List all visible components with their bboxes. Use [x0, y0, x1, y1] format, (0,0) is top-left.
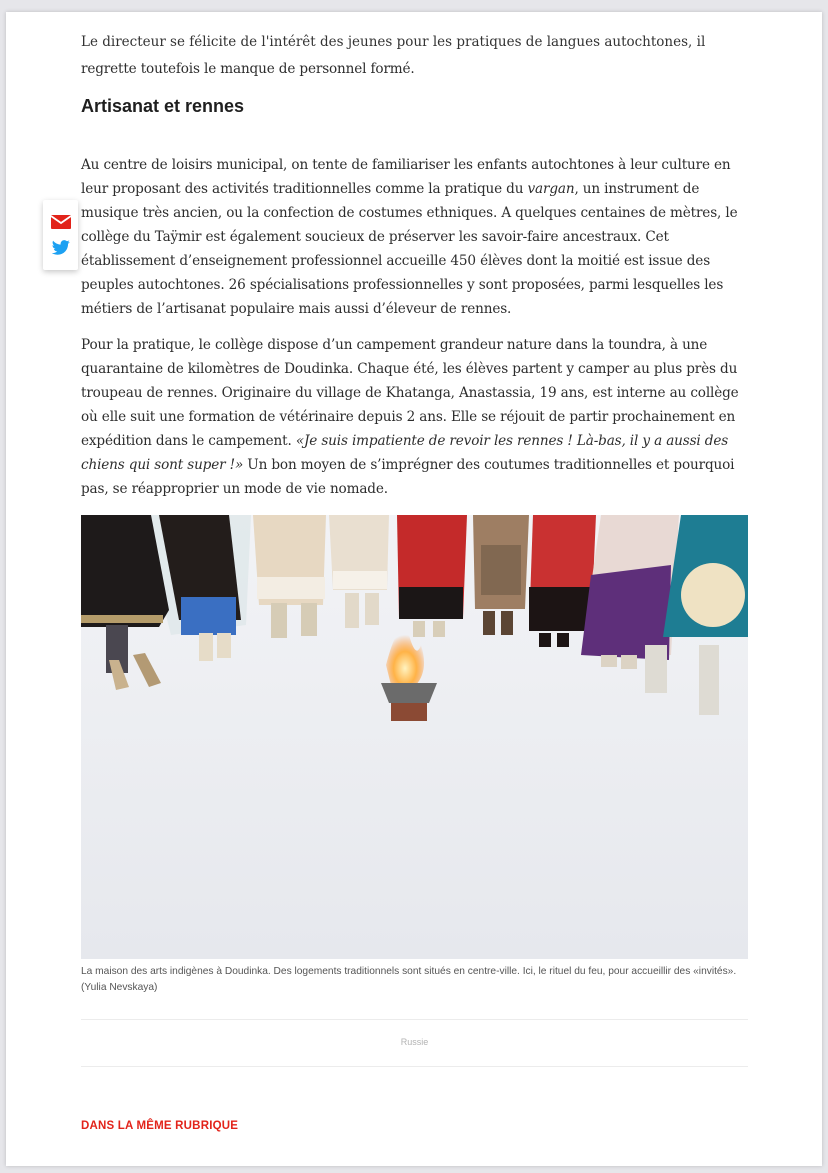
paragraph-2: Pour la pratique, le collège dispose d’un campement grandeur nature dans la toundra, à une quarantaine de kilomètres de Doudinka. Chaque été, les élèves partent y camper au plus près du troupeau de rennes. Originaire du village de Khatanga, Anastassia, 19 ans, est interne au collège où elle suit une formation de vétérinaire depuis 2 ans. Elle se réjouit de partir prochainement en expédition dans le campement. «Je suis impatiente de revoir les rennes ! Là-bas, il y a aussi des chiens qui sont super !» Un bon moyen de s’imprégner des coutumes traditionnelles et pourquoi pas, se réapproprier un mode de vie nomade. [81, 337, 739, 497]
envelope-icon[interactable] [51, 214, 71, 230]
photo-caption: La maison des arts indigènes à Doudinka. Des logements traditionnels sont situés en centre-ville. Ici, le rituel du feu, pour accueillir des «invités». (Yulia Nevskaya) [81, 966, 737, 993]
tag-link-russie[interactable]: Russie [400, 1037, 429, 1047]
divider-top [81, 1019, 748, 1020]
quote: «Je suis impatiente de revoir les rennes ! Là-bas, il y a aussi des chiens qui sont super !» [81, 433, 729, 473]
share-widget [43, 200, 78, 270]
article-photo [81, 515, 748, 959]
photo-scene [81, 515, 748, 959]
clipped-text-line: Le directeur se félicite de l'intérêt des jeunes pour les pratiques de langues autochtones, il [81, 34, 706, 50]
divider-bottom [81, 1066, 748, 1067]
paragraph-1: Au centre de loisirs municipal, on tente de familiariser les enfants autochtones à leur culture en leur proposant des activités traditionnelles comme la pratique du vargan, un instrument de musique très ancien, ou la confection de costumes ethniques. A quelques centaines de mètres, le collège du Taÿmir est également soucieux de préserver les savoir-faire ancestraux. Cet établissement d’enseignement professionnel accueille 450 élèves dont la moitié est issue des peuples autochtones. 26 spécialisations professionnelles y sont proposées, parmi lesquelles les métiers de l’artisanat populaire mais aussi d’éleveur de rennes. [81, 157, 738, 317]
previous-paragraph-end: regrette toutefois le manque de personnel formé. [81, 61, 415, 77]
article-page [6, 12, 822, 1166]
related-heading: DANS LA MÊME RUBRIQUE [81, 1120, 239, 1132]
related-section [81, 1118, 381, 1132]
twitter-bird-icon[interactable] [51, 240, 71, 256]
section-heading: Artisanat et rennes [81, 96, 245, 116]
